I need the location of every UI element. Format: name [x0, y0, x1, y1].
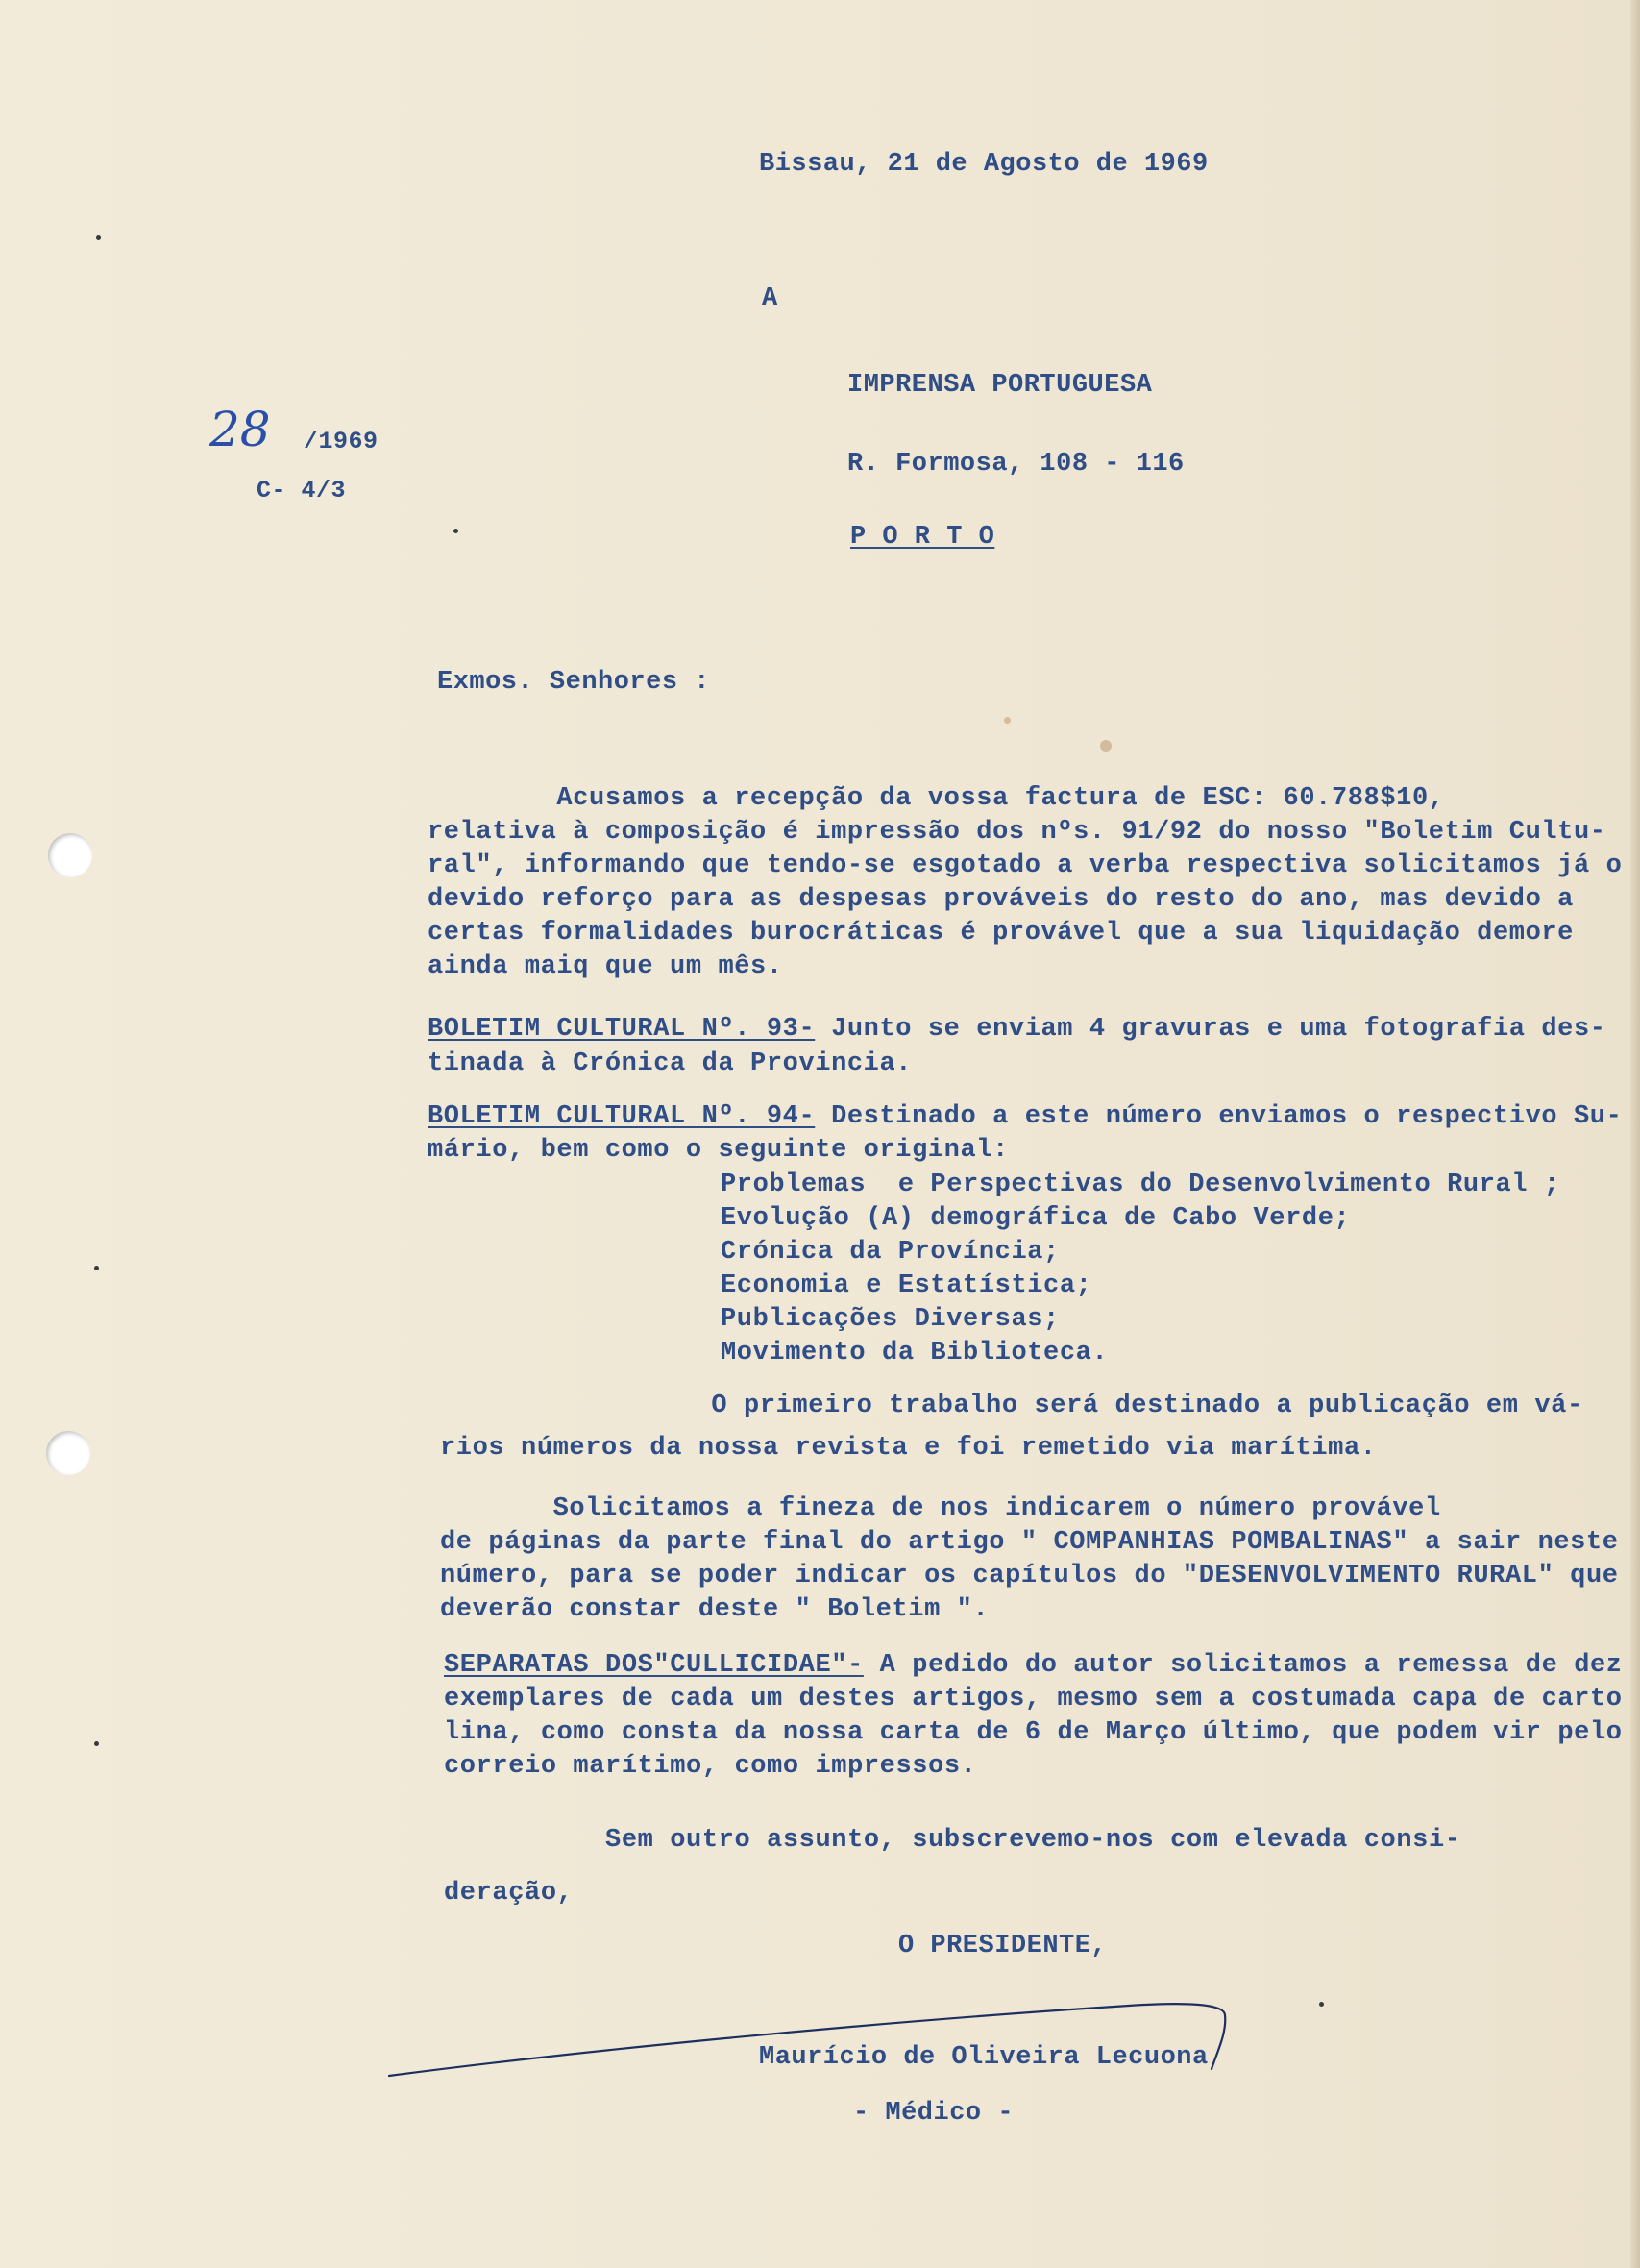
body-line: mário, bem como o seguinte original: — [428, 1136, 1009, 1165]
reference-number: 28 — [209, 402, 271, 457]
recipient-street: R. Formosa, 108 - 116 — [847, 450, 1185, 479]
body-line: rios números da nossa revista e foi remetido via marítima. — [440, 1434, 1377, 1463]
paper-stain — [1100, 740, 1112, 752]
signatory-role: - Médico - — [853, 2099, 1015, 2128]
separatas-heading: SEPARATAS DOS"CULLICIDAE"- — [444, 1651, 864, 1680]
punch-hole-bottom — [46, 1431, 90, 1475]
separatas-text: A pedido do autor solicitamos a remessa de dez — [863, 1651, 1623, 1680]
closing-line: Sem outro assunto, subscrevemo-nos com elevada consi- — [444, 1826, 1461, 1855]
signatory-name: Maurício de Oliveira Lecuona — [759, 2043, 1209, 2072]
margin-dot — [1319, 2002, 1324, 2007]
recipient-name: IMPRENSA PORTUGUESA — [847, 371, 1153, 400]
reference-code: C- 4/3 — [257, 477, 347, 505]
section-94-text: Destinado a este número enviamos o respectivo Su- — [815, 1102, 1623, 1131]
original-item: Movimento da Biblioteca. — [721, 1339, 1109, 1368]
date-line: Bissau, 21 de Agosto de 1969 — [759, 150, 1209, 179]
margin-dot — [94, 1741, 99, 1746]
body-line: devido reforço para as despesas prováveis do resto do ano, mas devido a — [428, 885, 1574, 914]
body-line: Acusamos a recepção da vossa factura de ESC: 60.788$10, — [428, 784, 1445, 813]
recipient-prefix: A — [762, 284, 778, 313]
body-line: tinada à Crónica da Provincia. — [428, 1049, 913, 1078]
margin-dot — [453, 529, 458, 533]
paper-stain — [1004, 717, 1011, 724]
original-item: Problemas e Perspectivas do Desenvolvimento Rural ; — [721, 1171, 1560, 1199]
body-line: lina, como consta da nossa carta de 6 de Março último, que podem vir pelo — [444, 1718, 1623, 1747]
signoff-title: O PRESIDENTE, — [898, 1932, 1108, 1960]
margin-dot — [96, 235, 101, 240]
separatas-line — [444, 1651, 1623, 1680]
page-edge — [1630, 0, 1640, 2268]
section-93-text: Junto se enviam 4 gravuras e uma fotografia des- — [815, 1015, 1606, 1044]
original-item: Publicações Diversas; — [721, 1305, 1060, 1334]
body-line: O primeiro trabalho será destinado a publicação em vá- — [663, 1392, 1583, 1420]
punch-hole-top — [48, 833, 92, 877]
original-item: Crónica da Província; — [721, 1238, 1060, 1267]
original-item: Economia e Estatística; — [721, 1271, 1092, 1300]
body-line: relativa à composição é impressão dos nºs. 91/92 do nosso "Boletim Cultu- — [428, 818, 1606, 847]
body-line: exemplares de cada um destes artigos, mesmo sem a costumada capa de carto — [444, 1685, 1623, 1713]
body-line: Solicitamos a fineza de nos indicarem o número provável — [440, 1494, 1441, 1523]
body-line: ral", informando que tendo-se esgotado a verba respectiva solicitamos já o — [428, 851, 1623, 880]
section-94-heading: BOLETIM CULTURAL Nº. 94- — [428, 1102, 816, 1131]
original-item: Evolução (A) demográfica de Cabo Verde; — [721, 1204, 1351, 1233]
salutation: Exmos. Senhores : — [437, 668, 710, 697]
body-line: correio marítimo, como impressos. — [444, 1752, 977, 1781]
body-line: certas formalidades burocráticas é provável que a sua liquidação demore — [428, 919, 1574, 948]
reference-year: /1969 — [304, 428, 379, 456]
recipient-city: P O R T O — [850, 523, 995, 552]
body-line: número, para se poder indicar os capítulos do "DESENVOLVIMENTO RURAL" que — [440, 1562, 1619, 1590]
body-line: de páginas da parte final do artigo " COMPANHIAS POMBALINAS" a sair neste — [440, 1528, 1619, 1557]
section-93-line — [428, 1015, 1606, 1044]
body-line: ainda maiq que um mês. — [428, 952, 783, 981]
body-line: deverão constar deste " Boletim ". — [440, 1595, 990, 1624]
margin-dot — [94, 1266, 99, 1270]
section-94-line — [428, 1102, 1622, 1131]
section-93-heading: BOLETIM CULTURAL Nº. 93- — [428, 1015, 816, 1044]
closing-line: deração, — [444, 1879, 574, 1908]
